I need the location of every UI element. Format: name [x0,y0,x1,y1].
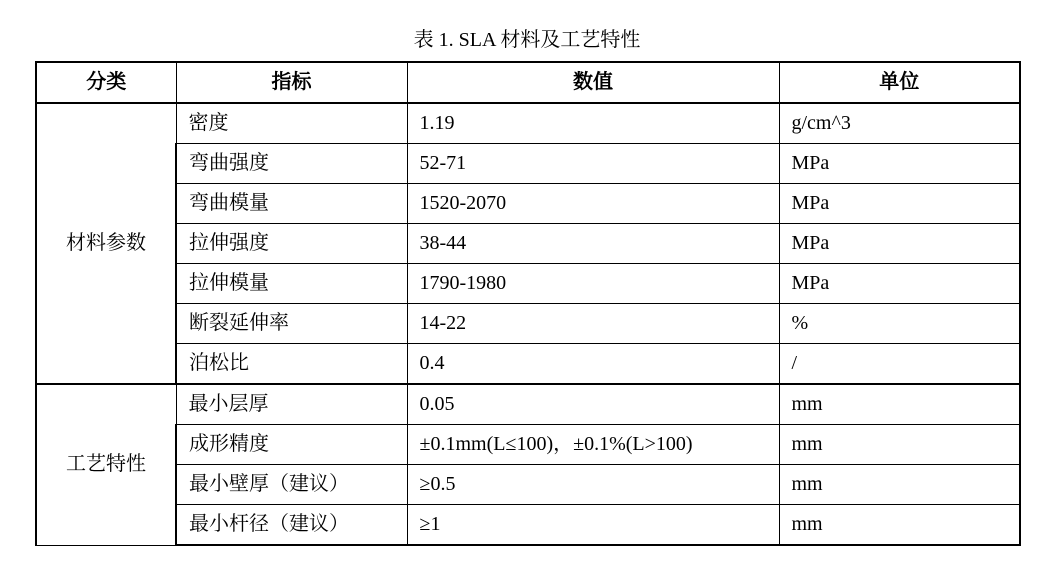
category-cell: 材料参数 [36,103,176,384]
table-row [36,505,1020,546]
indicator-cell: 最小壁厚（建议） [176,465,407,505]
table-row [36,465,1020,505]
value-cell: 0.4 [407,344,779,385]
table-row [36,144,1020,184]
value-cell: 52-71 [407,144,779,184]
value-cell: 38-44 [407,224,779,264]
table-row [36,425,1020,465]
indicator-cell: 密度 [176,103,407,144]
value-cell: ≥0.5 [407,465,779,505]
indicator-cell: 拉伸模量 [176,264,407,304]
header-indicator: 指标 [176,62,407,103]
value-cell: 1790-1980 [407,264,779,304]
table-row [36,184,1020,224]
header-unit: 单位 [779,62,1020,103]
table-body [36,103,1020,545]
indicator-cell: 最小层厚 [176,384,407,425]
table-row [36,264,1020,304]
unit-cell: MPa [779,144,1020,184]
unit-cell: mm [779,465,1020,505]
unit-cell: mm [779,425,1020,465]
table-caption: 表 1. SLA 材料及工艺特性 [413,29,641,51]
header-row [36,62,1020,103]
indicator-cell: 断裂延伸率 [176,304,407,344]
indicator-cell: 成形精度 [176,425,407,465]
unit-cell: MPa [779,184,1020,224]
table-row [36,103,1020,144]
header-value: 数值 [407,62,779,103]
table-row [36,304,1020,344]
value-cell: 0.05 [407,384,779,425]
table-row [36,224,1020,264]
value-cell: 14-22 [407,304,779,344]
unit-cell: MPa [779,264,1020,304]
indicator-cell: 泊松比 [176,344,407,385]
unit-cell: mm [779,505,1020,546]
unit-cell: % [779,304,1020,344]
indicator-cell: 弯曲模量 [176,184,407,224]
unit-cell: MPa [779,224,1020,264]
indicator-cell: 最小杆径（建议） [176,505,407,546]
header-category: 分类 [36,62,176,103]
table-row [36,384,1020,425]
value-cell: 1.19 [407,103,779,144]
category-cell: 工艺特性 [36,384,176,545]
value-cell: ≥1 [407,505,779,546]
unit-cell: / [779,344,1020,385]
indicator-cell: 拉伸强度 [176,224,407,264]
value-cell: ±0.1mm(L≤100)，±0.1%(L>100) [407,425,779,465]
indicator-cell: 弯曲强度 [176,144,407,184]
unit-cell: g/cm^3 [779,103,1020,144]
table-row [36,344,1020,385]
value-cell: 1520-2070 [407,184,779,224]
spec-table [35,61,1021,546]
unit-cell: mm [779,384,1020,425]
